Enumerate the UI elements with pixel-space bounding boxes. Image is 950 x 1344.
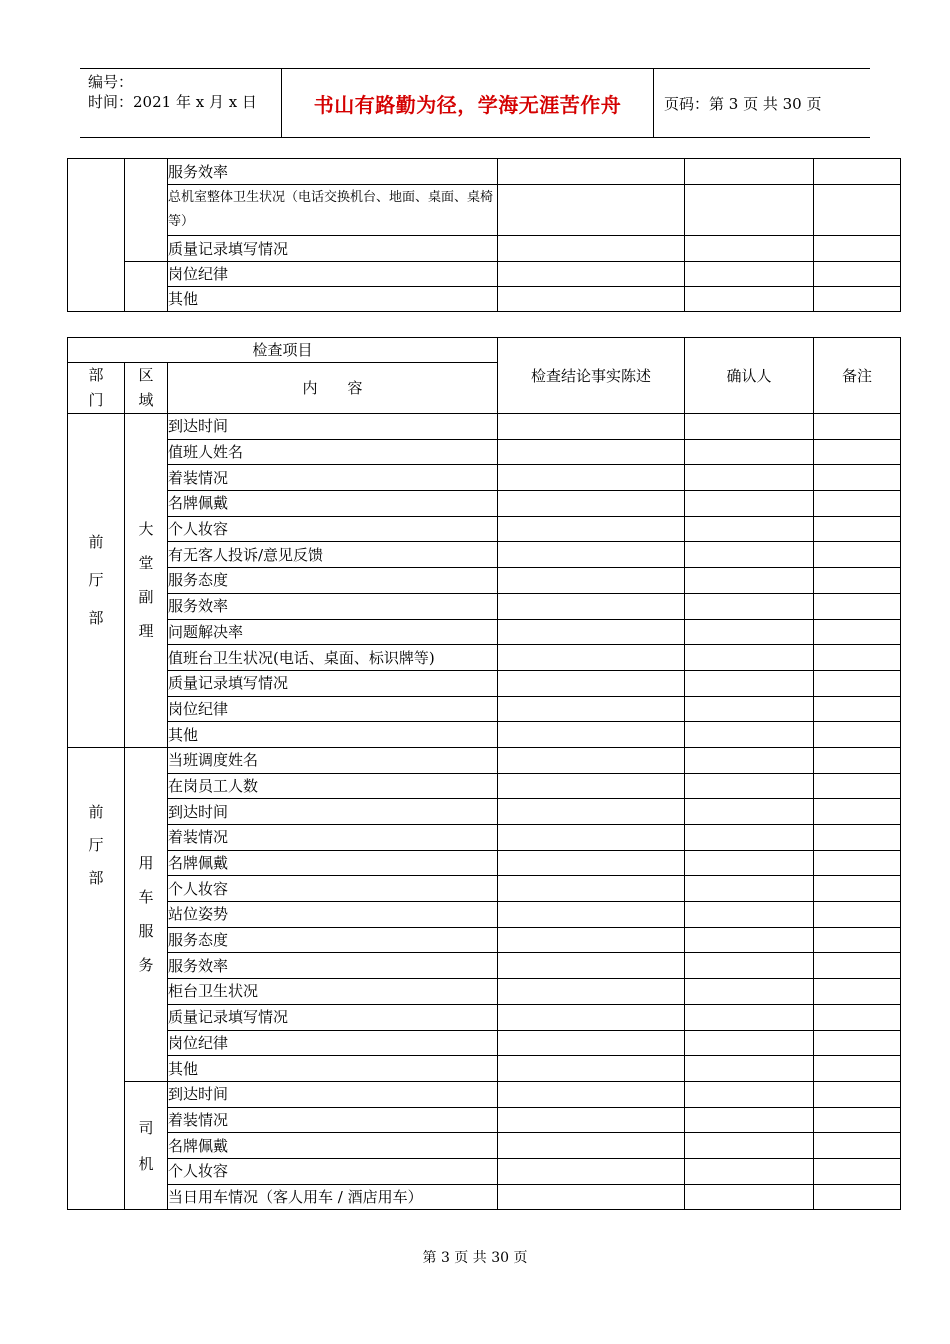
remark-cell	[814, 799, 901, 825]
conclusion-cell	[498, 876, 685, 902]
confirmer-cell	[685, 799, 814, 825]
conclusion-cell	[498, 619, 685, 645]
area-cell	[125, 262, 168, 312]
table-row	[68, 927, 901, 953]
table-row	[68, 439, 901, 465]
confirmer-cell	[685, 927, 814, 953]
conclusion-cell	[498, 799, 685, 825]
confirmer-cell	[685, 414, 814, 440]
conclusion-cell	[498, 1133, 685, 1159]
confirmer-cell	[685, 825, 814, 851]
confirmer-cell	[685, 902, 814, 928]
number-label: 编号：	[88, 73, 134, 91]
conclusion-cell	[498, 670, 685, 696]
confirmer-cell	[685, 670, 814, 696]
confirmer-cell	[685, 979, 814, 1005]
area-cell: 用 车 服 务	[125, 747, 168, 1081]
confirmer-cell	[685, 953, 814, 979]
content-cell: 服务态度	[168, 568, 498, 594]
remark-cell	[814, 927, 901, 953]
remark-cell	[814, 670, 901, 696]
remark-cell	[814, 850, 901, 876]
confirmer-cell	[685, 1056, 814, 1082]
conclusion-cell	[498, 722, 685, 748]
table-row	[68, 825, 901, 851]
table-row	[68, 1184, 901, 1210]
conclusion-cell	[498, 1158, 685, 1184]
content-cell: 名牌佩戴	[168, 1133, 498, 1159]
table-row	[68, 1081, 901, 1107]
confirmer-cell	[685, 619, 814, 645]
remark-cell	[814, 696, 901, 722]
table-row	[68, 1133, 901, 1159]
confirmer-cell	[685, 465, 814, 491]
conclusion-cell	[498, 927, 685, 953]
table-row	[68, 979, 901, 1005]
conclusion-cell	[498, 593, 685, 619]
conclusion-cell	[498, 1184, 685, 1210]
content-cell: 着装情况	[168, 1107, 498, 1133]
content-cell: 名牌佩戴	[168, 491, 498, 517]
conclusion-cell	[498, 825, 685, 851]
content-cell: 服务效率	[168, 593, 498, 619]
confirmer-cell	[685, 850, 814, 876]
table-row	[68, 542, 901, 568]
dept-cell: 前 厅 部	[68, 747, 125, 1209]
remark-cell	[814, 953, 901, 979]
content-cell: 总机室整体卫生状况（电话交换机台、地面、桌面、桌椅等）	[168, 185, 498, 236]
conclusion-cell	[498, 1030, 685, 1056]
conclusion-cell	[498, 773, 685, 799]
conclusion-cell	[498, 645, 685, 671]
remark-cell	[814, 465, 901, 491]
table-row	[68, 516, 901, 542]
content-cell: 其他	[168, 722, 498, 748]
remark-cell	[814, 722, 901, 748]
table-row	[68, 722, 901, 748]
table-row	[68, 414, 901, 440]
remark-cell	[814, 1184, 901, 1210]
confirmer-cell	[685, 773, 814, 799]
remark-cell	[814, 1056, 901, 1082]
remark-cell	[814, 825, 901, 851]
table-row	[68, 799, 901, 825]
content-cell: 到达时间	[168, 799, 498, 825]
table-row	[68, 876, 901, 902]
table-row	[68, 568, 901, 594]
content-cell: 岗位纪律	[168, 696, 498, 722]
confirmer-cell	[685, 439, 814, 465]
remark-cell	[814, 414, 901, 440]
table-row	[68, 1158, 901, 1184]
confirmer-cell	[685, 516, 814, 542]
conclusion-cell	[498, 542, 685, 568]
header-info	[80, 69, 282, 137]
content-cell: 着装情况	[168, 465, 498, 491]
table-row	[68, 645, 901, 671]
content-cell: 质量记录填写情况	[168, 670, 498, 696]
content-cell: 岗位纪律	[168, 262, 498, 287]
remark-cell	[814, 1081, 901, 1107]
time-label: 时间：2021 年 x 月 x 日	[88, 93, 257, 111]
remark-cell	[814, 902, 901, 928]
conclusion-cell	[498, 516, 685, 542]
confirmer-cell	[685, 542, 814, 568]
content-cell: 柜台卫生状况	[168, 979, 498, 1005]
content-cell: 在岗员工人数	[168, 773, 498, 799]
check-items-header: 检查项目	[68, 338, 498, 363]
conclusion-cell	[498, 696, 685, 722]
remark-cell	[814, 619, 901, 645]
table-row	[68, 465, 901, 491]
area-cell	[125, 159, 168, 262]
table-row	[68, 1030, 901, 1056]
remark-cell	[814, 439, 901, 465]
table-row	[68, 773, 901, 799]
confirmer-cell	[685, 1184, 814, 1210]
table-row	[68, 696, 901, 722]
conclusion-cell	[498, 747, 685, 773]
confirmer-cell	[685, 1107, 814, 1133]
confirmer-cell	[685, 593, 814, 619]
table-row	[68, 491, 901, 517]
content-cell: 着装情况	[168, 825, 498, 851]
dept-cell	[68, 159, 125, 312]
content-cell: 问题解决率	[168, 619, 498, 645]
table-row	[68, 619, 901, 645]
page-info: 页码：第 3 页 共 30 页	[664, 94, 822, 113]
conclusion-cell	[498, 465, 685, 491]
content-cell: 岗位纪律	[168, 1030, 498, 1056]
confirmer-cell	[685, 491, 814, 517]
content-cell: 当班调度姓名	[168, 747, 498, 773]
confirmer-cell	[685, 722, 814, 748]
table-row	[68, 1107, 901, 1133]
confirmer-cell	[685, 1004, 814, 1030]
conclusion-cell	[498, 1081, 685, 1107]
confirmer-cell	[685, 1030, 814, 1056]
confirmer-cell	[685, 1133, 814, 1159]
table-row	[68, 747, 901, 773]
conclusion-header: 检查结论事实陈述	[498, 338, 685, 414]
remark-cell	[814, 593, 901, 619]
remark-cell	[814, 773, 901, 799]
conclusion-cell	[498, 953, 685, 979]
remark-cell	[814, 645, 901, 671]
content-cell: 其他	[168, 1056, 498, 1082]
conclusion-cell	[498, 979, 685, 1005]
table-row	[68, 1056, 901, 1082]
remark-cell	[814, 1133, 901, 1159]
content-cell: 服务态度	[168, 927, 498, 953]
conclusion-cell	[498, 568, 685, 594]
motto-text: 书山有路勤为径，学海无涯苦作舟	[313, 92, 622, 117]
remark-cell	[814, 1107, 901, 1133]
content-cell: 有无客人投诉/意见反馈	[168, 542, 498, 568]
content-cell: 到达时间	[168, 414, 498, 440]
content-cell: 值班台卫生状况(电话、桌面、标识牌等)	[168, 645, 498, 671]
continuation-table	[67, 158, 901, 312]
remark-cell	[814, 979, 901, 1005]
confirmer-cell	[685, 696, 814, 722]
remark-cell	[814, 491, 901, 517]
inspection-table	[67, 337, 901, 1210]
confirmer-cell	[685, 645, 814, 671]
remark-cell	[814, 747, 901, 773]
area-header: 区域	[125, 363, 168, 414]
content-cell: 服务效率	[168, 159, 498, 185]
conclusion-cell	[498, 1107, 685, 1133]
remark-cell	[814, 1158, 901, 1184]
content-cell: 当日用车情况（客人用车 / 酒店用车）	[168, 1184, 498, 1210]
content-cell: 名牌佩戴	[168, 850, 498, 876]
content-cell: 个人妆容	[168, 876, 498, 902]
remark-cell	[814, 542, 901, 568]
confirmer-cell	[685, 876, 814, 902]
table-row	[68, 850, 901, 876]
remark-cell	[814, 1030, 901, 1056]
remark-cell	[814, 568, 901, 594]
remark-cell	[814, 1004, 901, 1030]
content-cell: 其他	[168, 287, 498, 312]
area-cell: 大 堂 副 理	[125, 414, 168, 748]
page-footer: 第 3 页 共 30 页	[422, 1250, 528, 1266]
confirmer-cell	[685, 1158, 814, 1184]
table-row	[68, 670, 901, 696]
content-cell: 到达时间	[168, 1081, 498, 1107]
confirmer-cell	[685, 1081, 814, 1107]
table-row	[68, 902, 901, 928]
table-row	[68, 593, 901, 619]
content-cell: 站位姿势	[168, 902, 498, 928]
remark-cell	[814, 516, 901, 542]
content-cell: 值班人姓名	[168, 439, 498, 465]
dept-cell: 前 厅 部	[68, 414, 125, 748]
conclusion-cell	[498, 1056, 685, 1082]
table-row	[68, 953, 901, 979]
dept-header: 部门	[68, 363, 125, 414]
content-cell: 质量记录填写情况	[168, 236, 498, 262]
confirmer-header: 确认人	[685, 338, 814, 414]
conclusion-cell	[498, 439, 685, 465]
remark-header: 备注	[814, 338, 901, 414]
table-row	[68, 1004, 901, 1030]
conclusion-cell	[498, 414, 685, 440]
content-cell: 服务效率	[168, 953, 498, 979]
remark-cell	[814, 876, 901, 902]
page-header	[80, 68, 870, 138]
confirmer-cell	[685, 747, 814, 773]
conclusion-cell	[498, 1004, 685, 1030]
content-header: 内 容	[168, 363, 498, 414]
conclusion-cell	[498, 902, 685, 928]
conclusion-cell	[498, 491, 685, 517]
area-cell: 司 机	[125, 1081, 168, 1209]
content-cell: 个人妆容	[168, 1158, 498, 1184]
conclusion-cell	[498, 850, 685, 876]
content-cell: 质量记录填写情况	[168, 1004, 498, 1030]
content-cell: 个人妆容	[168, 516, 498, 542]
header-motto	[282, 69, 654, 137]
confirmer-cell	[685, 568, 814, 594]
